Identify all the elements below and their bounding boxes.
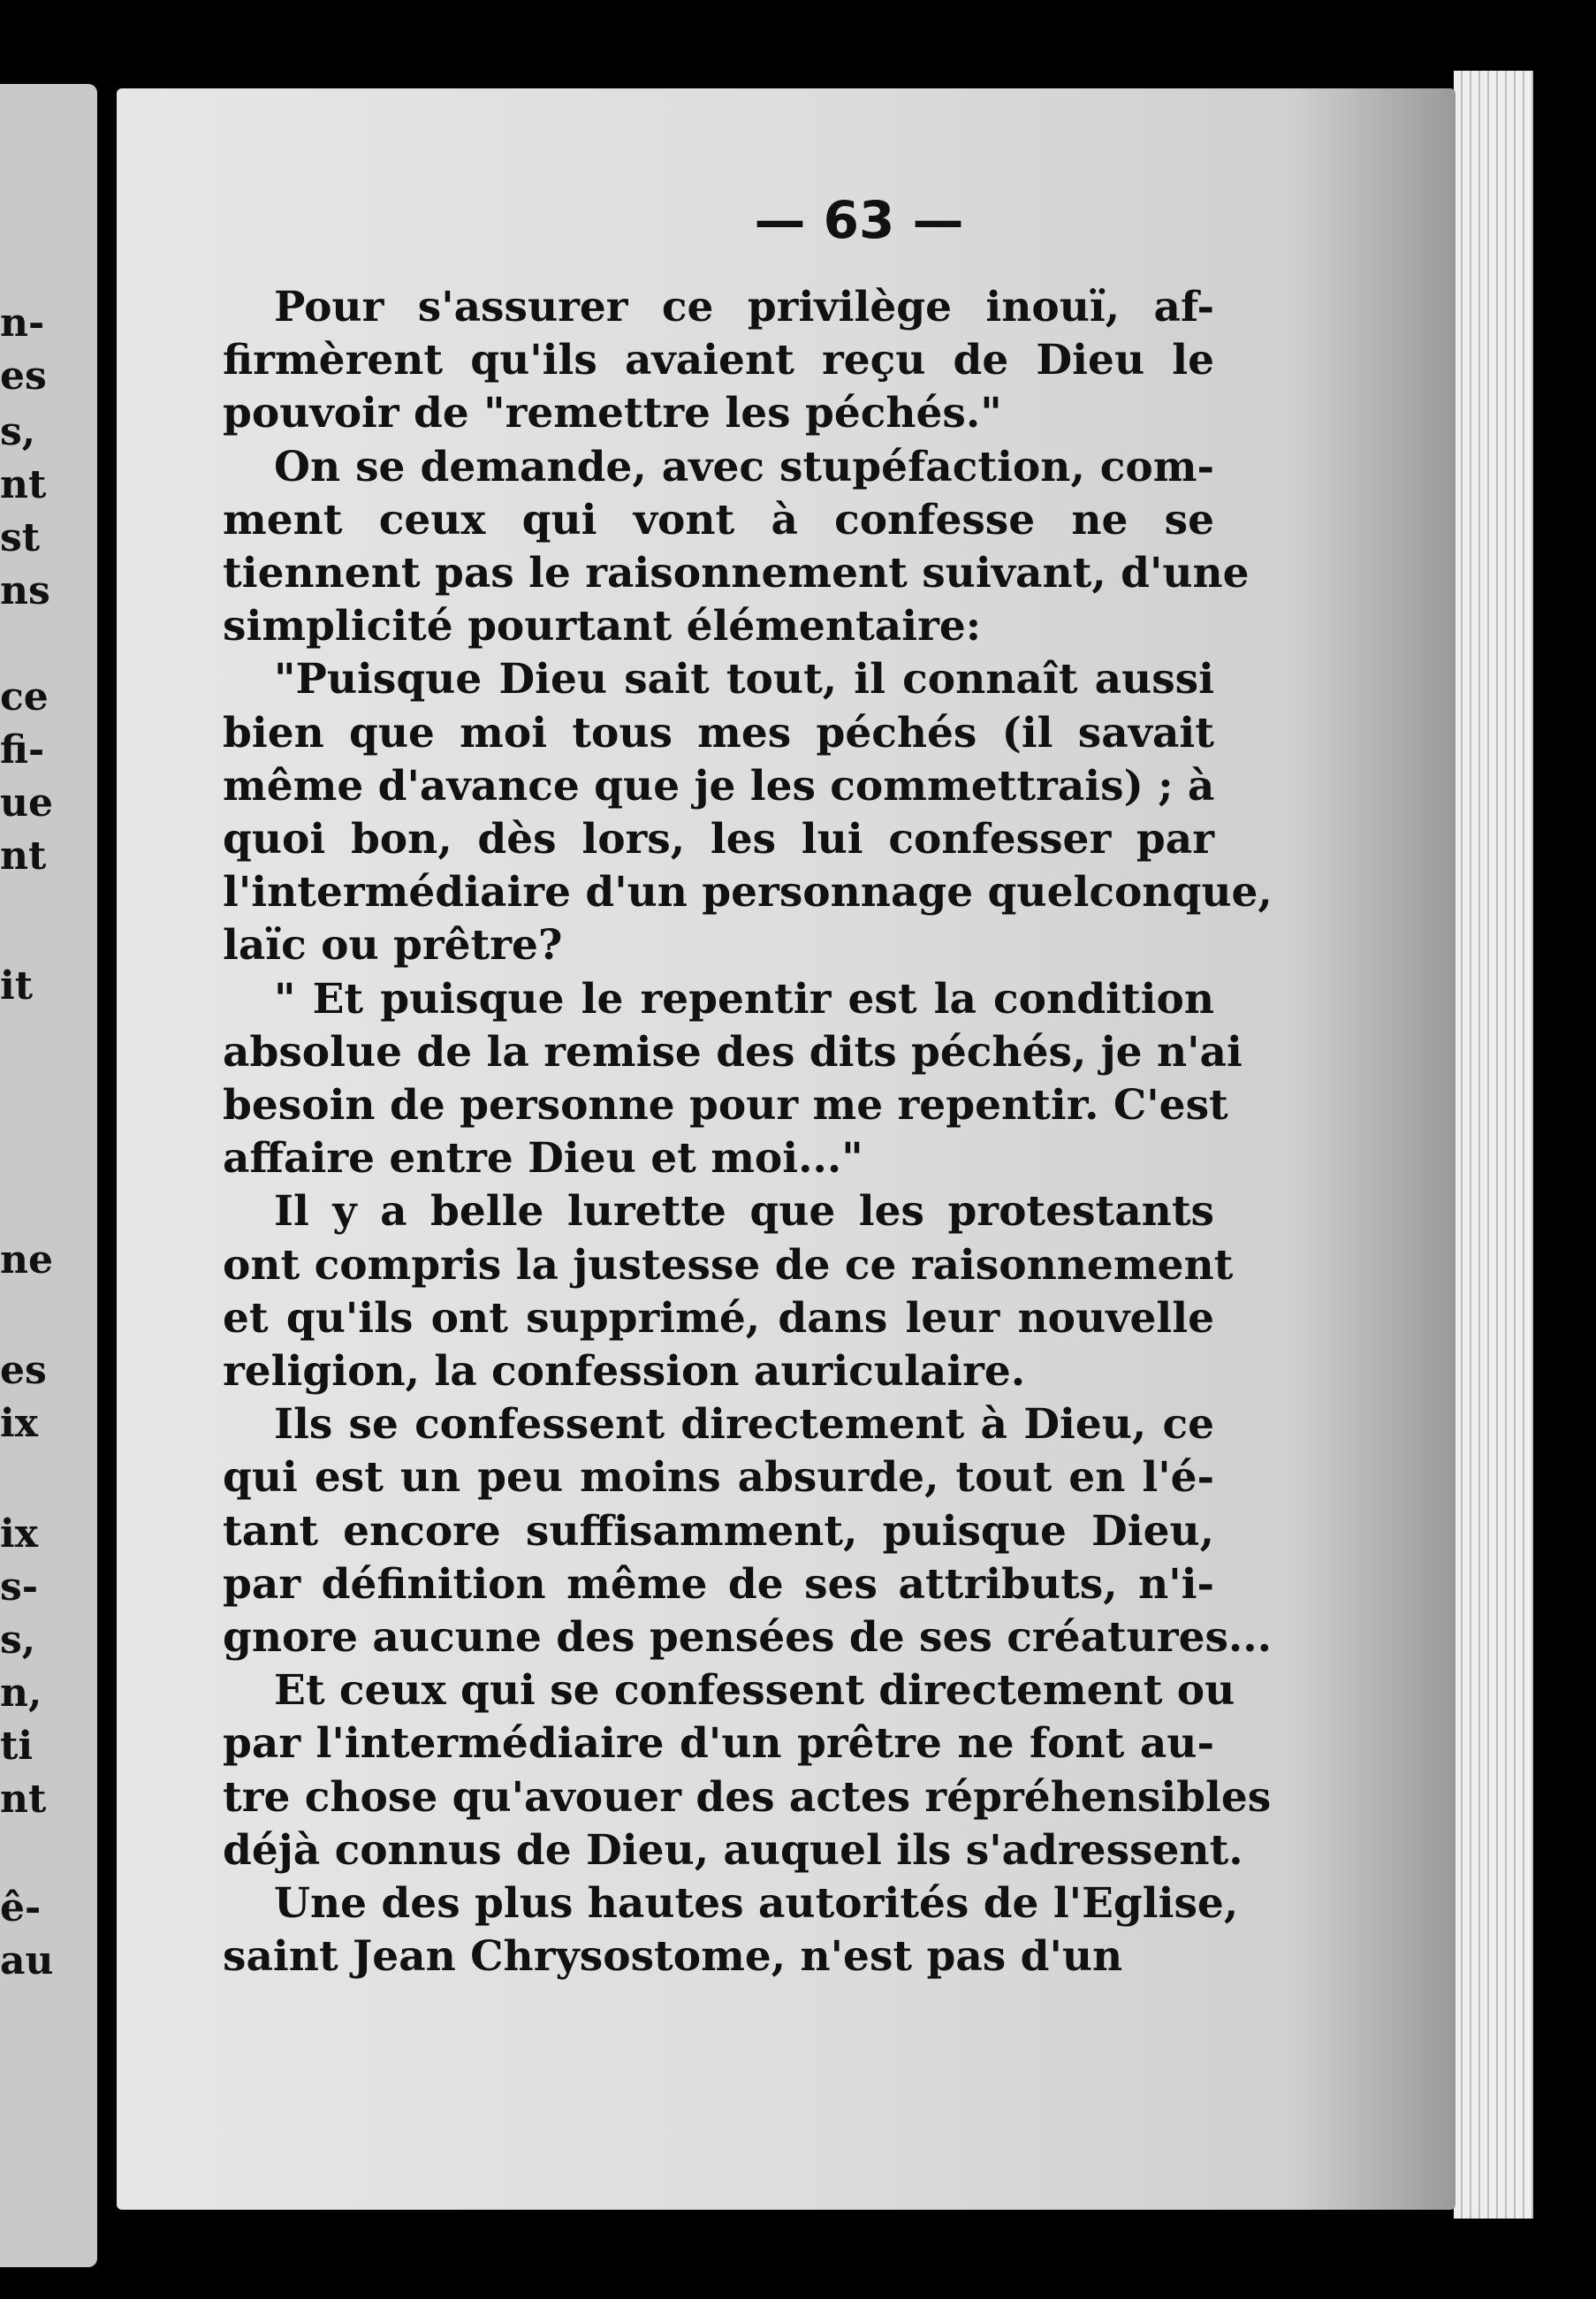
prev-fragment: ce bbox=[0, 674, 49, 719]
paragraph bbox=[223, 973, 1243, 1186]
paragraph bbox=[223, 1398, 1273, 1664]
paragraph bbox=[223, 1185, 1234, 1398]
text-line: besoin de personne pour me repentir. C'est bbox=[223, 1081, 1228, 1130]
text-line: bien que moi tous mes péchés (il savait bbox=[223, 708, 1214, 757]
text-line: même d'avance que je les commettrais) ; à bbox=[223, 761, 1215, 811]
text-line: déjà connus de Dieu, auquel ils s'adressent. bbox=[223, 1825, 1243, 1875]
text-line: affaire entre Dieu et moi..." bbox=[223, 1134, 863, 1184]
text-line: laïc ou prêtre? bbox=[223, 921, 563, 971]
text-line: Et ceux qui se confessent directement ou bbox=[274, 1666, 1235, 1716]
prev-fragment: s, bbox=[0, 1618, 36, 1663]
prev-fragment: ti bbox=[0, 1724, 34, 1769]
previous-page-edge bbox=[0, 84, 97, 2267]
prev-fragment: au bbox=[0, 1938, 54, 1983]
text-line: religion, la confession auriculaire. bbox=[223, 1347, 1026, 1397]
prev-fragment: n, bbox=[0, 1671, 42, 1716]
prev-fragment: nt bbox=[0, 834, 47, 879]
paragraph bbox=[223, 441, 1250, 654]
paragraph bbox=[223, 1664, 1272, 1877]
text-line: l'intermédiaire d'un personnage quelconque, bbox=[223, 868, 1273, 917]
text-line: tiennent pas le raisonnement suivant, d'une bbox=[223, 549, 1250, 598]
text-line: tant encore suffisamment, puisque Dieu, bbox=[223, 1506, 1214, 1556]
prev-fragment: nt bbox=[0, 1777, 47, 1822]
text-line: gnore aucune des pensées de ses créatures... bbox=[223, 1613, 1273, 1663]
text-line: On se demande, avec stupéfaction, com- bbox=[274, 442, 1214, 491]
prev-fragment: ue bbox=[0, 780, 53, 826]
prev-fragment: n- bbox=[0, 301, 45, 346]
prev-fragment: ix bbox=[0, 1401, 38, 1446]
text-line: "Puisque Dieu sait tout, il connaît aussi bbox=[274, 655, 1214, 704]
paragraph bbox=[223, 281, 1214, 441]
page-number: — 63 — bbox=[754, 190, 964, 250]
prev-fragment: es bbox=[0, 1348, 47, 1393]
prev-fragment: s, bbox=[0, 409, 36, 454]
page-edges bbox=[1454, 71, 1533, 2219]
text-line: " Et puisque le repentir est la condition bbox=[274, 974, 1214, 1024]
text-line: ment ceux qui vont à confesse ne se bbox=[223, 495, 1214, 544]
text-line: par définition même de ses attributs, n'i- bbox=[223, 1559, 1214, 1609]
paragraph bbox=[223, 1877, 1239, 1983]
prev-fragment: st bbox=[0, 515, 41, 560]
text-line: et qu'ils ont supprimé, dans leur nouvelle bbox=[223, 1293, 1214, 1343]
prev-fragment: ix bbox=[0, 1511, 38, 1557]
text-line: firmèrent qu'ils avaient reçu de Dieu le bbox=[223, 336, 1214, 385]
text-line: Ils se confessent directement à Dieu, ce bbox=[274, 1400, 1214, 1450]
prev-fragment: nt bbox=[0, 462, 47, 507]
text-line: absolue de la remise des dits péchés, je n'ai bbox=[223, 1027, 1243, 1077]
page-body bbox=[223, 281, 1273, 1984]
text-line: tre chose qu'avouer des actes répréhensibles bbox=[223, 1772, 1272, 1822]
text-line: Il y a belle lurette que les protestants bbox=[274, 1187, 1214, 1237]
text-line: qui est un peu moins absurde, tout en l'é- bbox=[223, 1453, 1214, 1503]
prev-fragment: it bbox=[0, 963, 34, 1009]
paragraph bbox=[223, 653, 1273, 972]
text-line: par l'intermédiaire d'un prêtre ne font au- bbox=[223, 1719, 1214, 1769]
text-line: Pour s'assurer ce privilège inouï, af- bbox=[274, 283, 1214, 331]
prev-fragment: s- bbox=[0, 1564, 39, 1610]
prev-fragment: fi- bbox=[0, 727, 45, 773]
text-line: pouvoir de "remettre les péchés." bbox=[223, 389, 1002, 438]
text-line: saint Jean Chrysostome, n'est pas d'un bbox=[223, 1932, 1123, 1982]
text-line: simplicité pourtant élémentaire: bbox=[223, 602, 982, 651]
text-line: ont compris la justesse de ce raisonnement bbox=[223, 1240, 1234, 1290]
prev-fragment: ne bbox=[0, 1237, 53, 1283]
prev-fragment: es bbox=[0, 354, 47, 399]
text-line: quoi bon, dès lors, les lui confesser par bbox=[223, 815, 1214, 864]
text-line: Une des plus hautes autorités de l'Eglise, bbox=[274, 1879, 1239, 1929]
prev-fragment: ns bbox=[0, 568, 50, 613]
prev-fragment: ê- bbox=[0, 1885, 42, 1930]
